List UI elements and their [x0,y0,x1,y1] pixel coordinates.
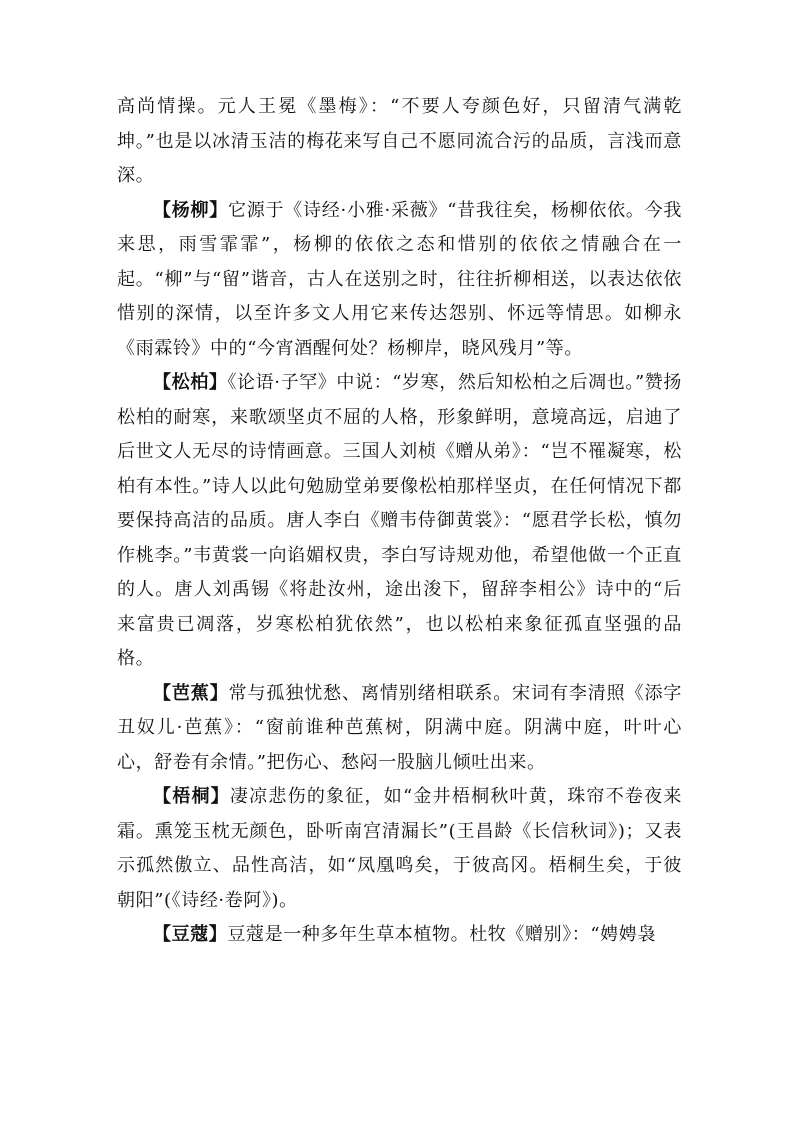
term-label-yangliu: 【杨柳】 [153,199,228,221]
paragraph-yangliu [117,194,682,367]
paragraph-text: 它源于《诗经·小雅·采薇》“昔我往矣，杨柳依依。今我来思，雨雪霏霏”，杨柳的依依之态和惜别的依依之情融合在一起。“柳”与“留”谐音，古人在送别之时，往往折柳相送，以表达依依惜别的深情，以至许多文人用它来传达怨别、怀远等情思。如柳永《雨霖铃》中的“今宵酒醒何处？杨柳岸，晓风残月”等。 [117,199,682,359]
paragraph-bajiao [117,677,682,781]
term-label-songbai: 【松柏】 [153,372,228,393]
paragraph-text: 凄凉悲伤的象征，如“金井梧桐秋叶黄，珠帘不卷夜来霜。熏笼玉枕无颜色，卧听南宫清漏长”(王昌龄《长信秋词》)；又表示孤然傲立、品性高洁，如“凤凰鸣矣，于彼高冈。梧桐生矣，于彼朝阳”(《诗经·卷阿》)。 [117,786,682,911]
term-label-wutong: 【梧桐】 [153,786,230,807]
term-label-bajiao: 【芭蕉】 [153,682,229,704]
paragraph-doukou [117,918,682,953]
paragraph-wutong [117,780,682,918]
paragraph-text: 常与孤独忧愁、离情别绪相联系。宋词有李清照《添字丑奴儿·芭蕉》：“窗前谁种芭蕉树，阴满中庭。阴满中庭，叶叶心心，舒卷有余情。”把伤心、愁闷一股脑儿倾吐出来。 [117,682,682,773]
paragraph-meihua-continuation [117,90,682,194]
body-text [117,90,682,953]
paragraph-text: 高尚情操。元人王冕《墨梅》：“不要人夸颜色好，只留清气满乾坤。”也是以冰清玉洁的梅花来写自己不愿同流合污的品质，言浅而意深。 [117,96,682,186]
paragraph-text: 《论语·子罕》中说：“岁寒，然后知松柏之后凋也。”赞扬松柏的耐寒，来歌颂坚贞不屈的人格，形象鲜明，意境高远，启迪了后世文人无尽的诗情画意。三国人刘桢《赠从弟》：“岂不罹凝寒，松柏有本性。”诗人以此句勉励堂弟要像松柏那样坚贞，在任何情况下都要保持高洁的品质。唐人李白《赠韦侍御黄裳》：“愿君学长松，慎勿作桃李。”韦黄裳一向谄媚权贵，李白写诗规劝他，希望他做一个正直的人。唐人刘禹锡《将赴汝州，途出浚下，留辞李相公》诗中的“后来富贵已凋落，岁寒松柏犹依然”，也以松柏来象征孤直坚强的品格。 [117,372,682,669]
term-label-doukou: 【豆蔻】 [153,924,228,945]
paragraph-text: 豆蔻是一种多年生草本植物。杜牧《赠别》：“娉娉袅 [227,924,657,945]
paragraph-songbai [117,366,682,677]
